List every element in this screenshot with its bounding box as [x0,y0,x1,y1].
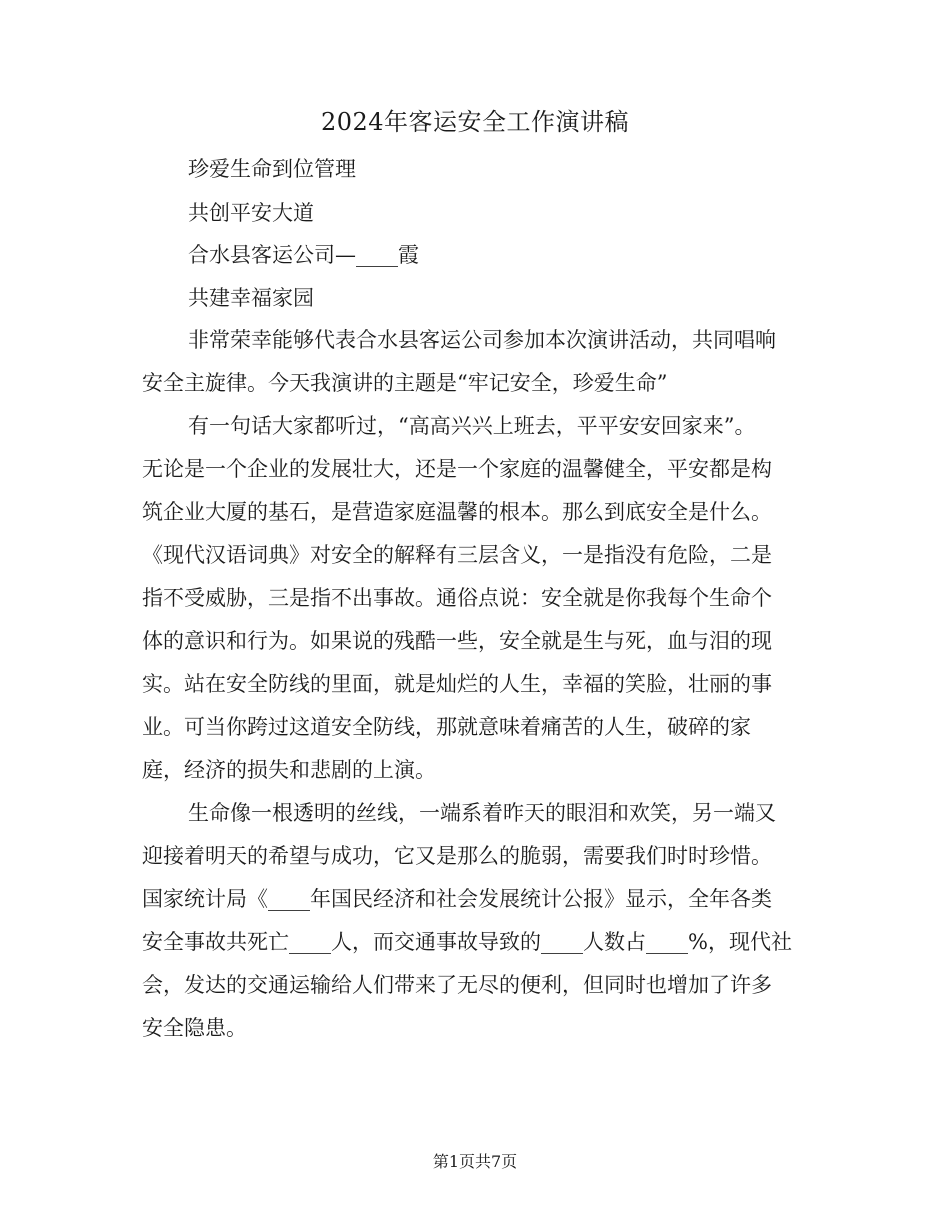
paragraph-line: 有一句话大家都听过，“高高兴兴上班去，平平安安回家来”。 [188,414,756,438]
paragraph-line: 无论是一个企业的发展壮大，还是一个家庭的温馨健全，平安都是构 [142,457,772,481]
paragraph-line: 业。可当你跨过这道安全防线，那就意味着痛苦的人生，破碎的家 [142,715,751,739]
paragraph-line: 筑企业大厦的基石，是营造家庭温馨的根本。那么到底安全是什么。 [142,500,772,524]
paragraph-line: 实。站在安全防线的里面，就是灿烂的人生，幸福的笑脸，壮丽的事 [142,672,772,696]
paragraph-line: 生命像一根透明的丝线，一端系着昨天的眼泪和欢笑，另一端又 [188,801,776,825]
paragraph-line: 庭，经济的损失和悲剧的上演。 [142,758,436,782]
paragraph-line: 体的意识和行为。如果说的残酷一些，安全就是生与死，血与泪的现 [142,629,772,653]
paragraph-line: 安全主旋律。今天我演讲的主题是“牢记安全，珍爱生命” [142,371,668,395]
paragraph-line: 安全事故共死亡____人，而交通事故导致的____人数占____%，现代社 [142,930,792,954]
paragraph-line: 指不受威胁，三是指不出事故。通俗点说：安全就是你我每个生命个 [142,586,772,610]
paragraph-line: 迎接着明天的希望与成功，它又是那么的脆弱，需要我们时时珍惜。 [142,844,772,868]
paragraph-line: 《现代汉语词典》对安全的解释有三层含义，一是指没有危险，二是 [142,543,772,567]
author-line: 合水县客运公司—____霞 [188,243,419,267]
paragraph-line: 国家统计局《____年国民经济和社会发展统计公报》显示，全年各类 [142,887,772,911]
subtitle-line: 共建幸福家园 [188,286,314,310]
paragraph-line: 会，发达的交通运输给人们带来了无尽的便利，但同时也增加了许多 [142,973,772,997]
paragraph-line: 非常荣幸能够代表合水县客运公司参加本次演讲活动，共同唱响 [188,328,776,352]
subtitle-line: 珍爱生命到位管理 [188,157,356,181]
paragraph-line: 安全隐患。 [142,1016,247,1040]
page-number-footer: 第1页共7页 [432,1152,518,1171]
document-title: 2024年客运安全工作演讲稿 [320,108,630,136]
subtitle-line: 共创平安大道 [188,201,314,225]
